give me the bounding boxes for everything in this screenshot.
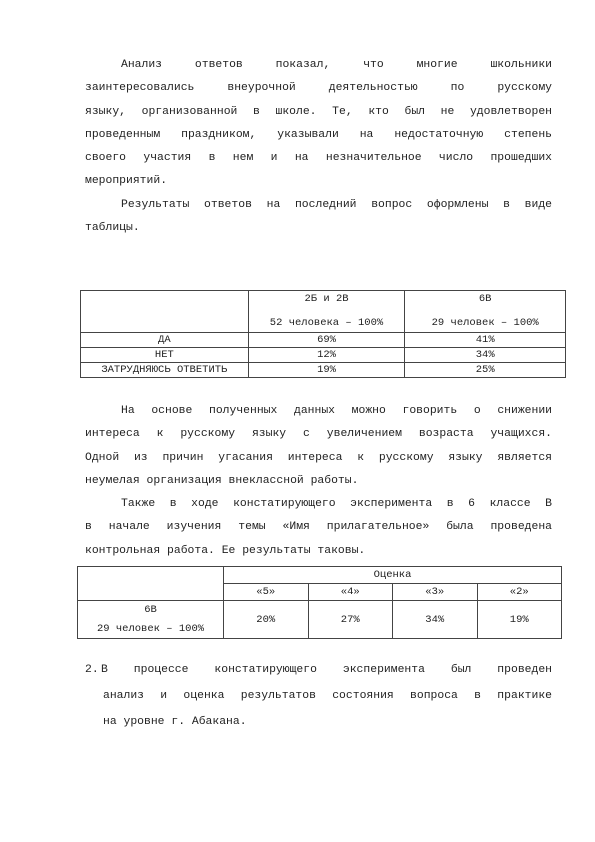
header-group-count: 52 человека – 100% xyxy=(269,317,384,329)
table-corner-cell xyxy=(81,291,249,333)
table-corner-cell xyxy=(78,567,224,601)
table-cell: 19% xyxy=(248,363,405,378)
table-cell: 19% xyxy=(477,601,562,639)
row-label: ДА xyxy=(81,333,249,348)
table-cell: 20% xyxy=(224,601,309,639)
header-group-count: 29 человек – 100% xyxy=(431,317,539,329)
text-line: таблицы. xyxy=(85,222,140,235)
text-line: контрольная работа. Ее результаты таковы. xyxy=(85,544,366,557)
text-line: интереса к русскому языку с увеличением возраста учащихся. xyxy=(85,428,552,441)
row-label-count: 29 человек – 100% xyxy=(96,623,205,635)
text-line: В процессе констатирующего эксперимента был проведен xyxy=(101,664,552,676)
table-row xyxy=(81,333,566,348)
header-group-label: 2Б и 2В xyxy=(304,293,349,305)
table-row xyxy=(81,348,566,363)
text-line: Анализ ответов показал, что многие школьники xyxy=(121,59,552,71)
text-line: мероприятий. xyxy=(85,175,168,188)
paragraph-conclusion xyxy=(85,400,552,493)
table-cell: 12% xyxy=(248,348,405,363)
header-group-label: 6В xyxy=(478,293,492,305)
table-header-cell xyxy=(405,291,566,333)
grade-header: «2» xyxy=(477,584,562,601)
table-cell: 27% xyxy=(308,601,393,639)
table-cell: 69% xyxy=(248,333,405,348)
grade-group-header: Оценка xyxy=(224,567,562,584)
paragraph-experiment xyxy=(85,493,552,563)
text-line: проведенным праздником, указывали на недостаточную степень xyxy=(85,128,552,141)
row-label xyxy=(78,601,224,639)
text-line: неумелая организация внеклассной работы. xyxy=(85,474,359,487)
table-cell: 25% xyxy=(405,363,566,378)
survey-results-table xyxy=(80,290,566,378)
table-header-row xyxy=(81,291,566,333)
numbered-list-item xyxy=(85,657,552,735)
table-header-cell xyxy=(248,291,405,333)
table-header-row xyxy=(78,567,562,584)
text-line: анализ и оценка результатов состояния вопроса в практике xyxy=(103,690,552,702)
table-cell: 34% xyxy=(405,348,566,363)
text-line: на уровне г. Абакана. xyxy=(103,716,247,728)
table-cell: 41% xyxy=(405,333,566,348)
text-line: Результаты ответов на последний вопрос оформлены в виде xyxy=(121,199,552,211)
paragraph-analysis xyxy=(85,54,552,194)
row-label-class: 6В xyxy=(144,604,157,616)
list-number: 2. xyxy=(85,664,99,676)
grade-header: «4» xyxy=(308,584,393,601)
grade-header: «5» xyxy=(224,584,309,601)
row-label: ЗАТРУДНЯЮСЬ ОТВЕТИТЬ xyxy=(81,363,249,378)
text-line: На основе полученных данных можно говорить о снижении xyxy=(121,405,552,417)
text-line: заинтересовались внеурочной деятельностью по русскому xyxy=(85,82,552,95)
table-row xyxy=(81,363,566,378)
text-line: своего участия в нем и на незначительное число прошедших xyxy=(85,152,552,165)
text-line: в начале изучения темы «Имя прилагательное» была проведена xyxy=(85,521,552,534)
test-results-table xyxy=(77,566,562,639)
text-line: Одной из причин угасания интереса к русскому языку является xyxy=(85,451,552,464)
table-cell: 34% xyxy=(393,601,478,639)
row-label: НЕТ xyxy=(81,348,249,363)
text-line: языку, организованной в школе. Те, кто был не удовлетворен xyxy=(85,105,552,118)
grade-header: «3» xyxy=(393,584,478,601)
text-line: Также в ходе констатирующего эксперимента в 6 классе В xyxy=(121,498,552,510)
table-row xyxy=(78,601,562,639)
paragraph-results-intro xyxy=(85,194,552,241)
